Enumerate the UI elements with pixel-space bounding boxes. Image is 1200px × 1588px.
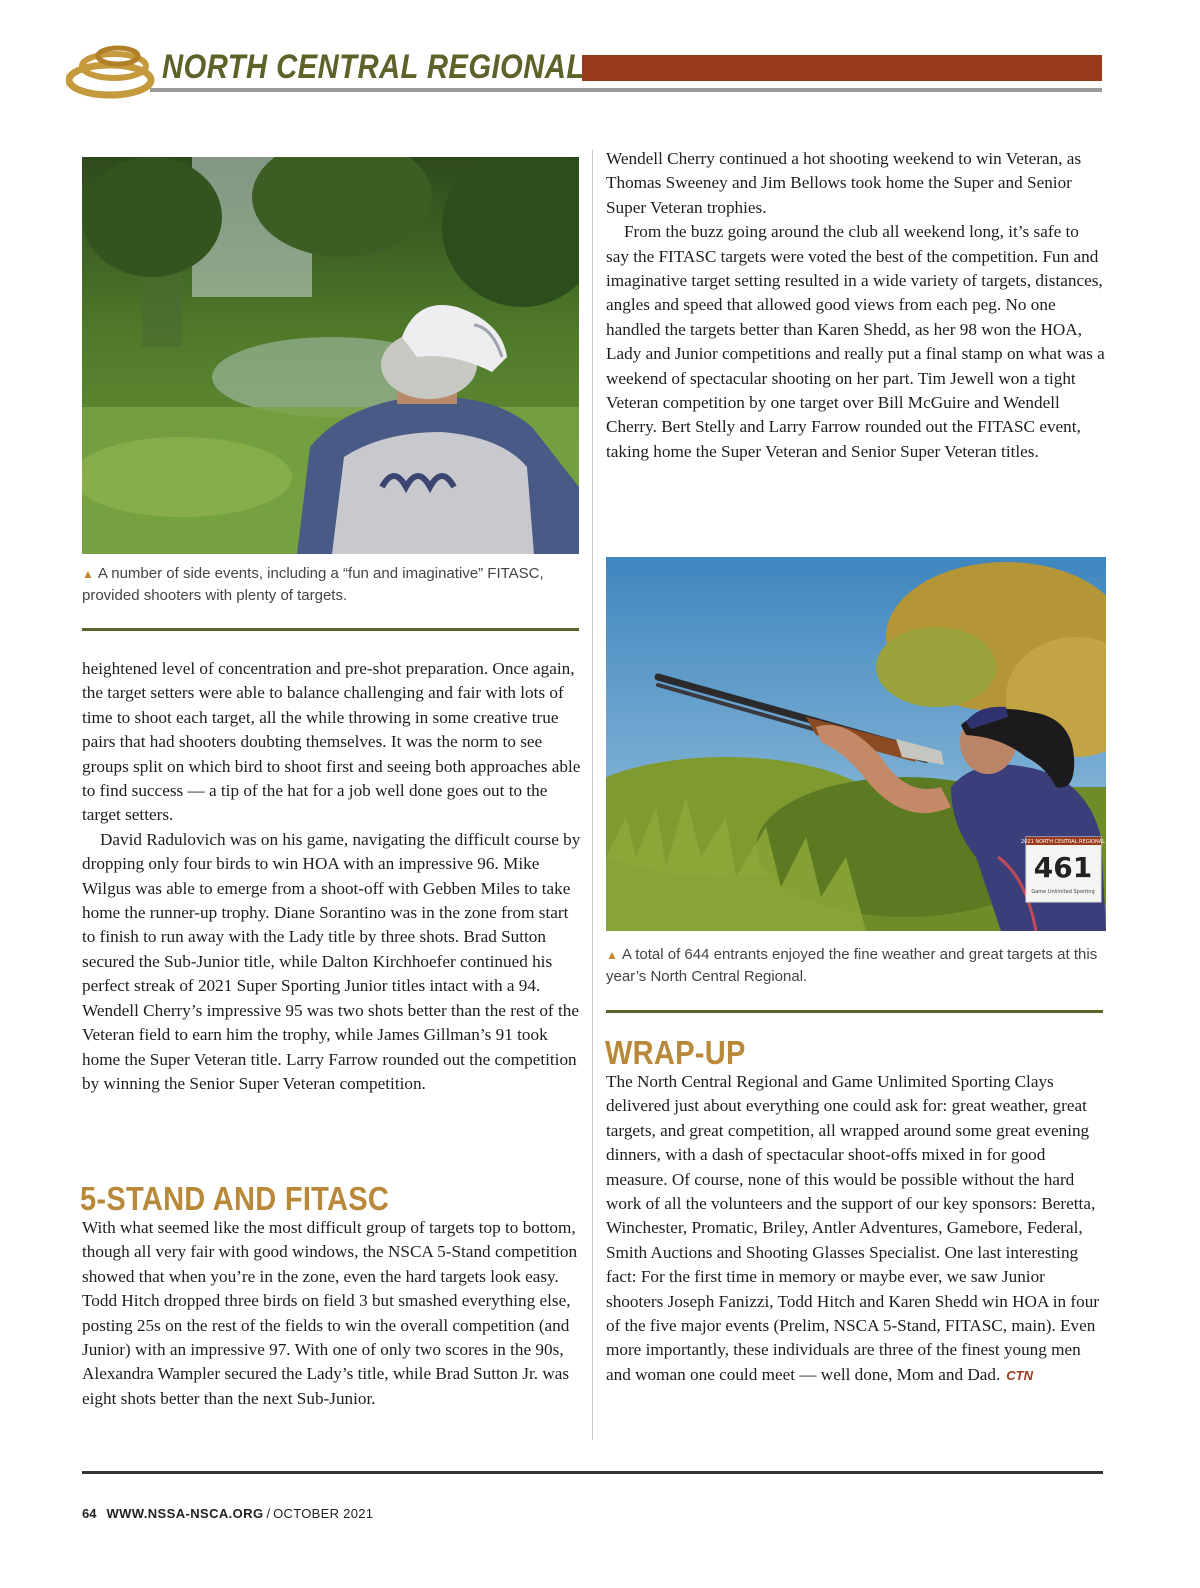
photo-shooter-back (82, 157, 579, 554)
caption-triangle-icon: ▲ (606, 948, 618, 962)
article-text-left-mid (82, 657, 582, 1096)
photo-caption-2 (606, 944, 1106, 988)
paragraph: Wendell Cherry continued a hot shooting weekend to win Veteran, as Thomas Sweeney and Jim Bellows took home the Super and Senior Super Veteran trophies. (606, 149, 1082, 217)
section-title: NORTH CENTRAL REGIONAL (162, 48, 585, 86)
website-link[interactable]: WWW.NSSA-NSCA.ORG (106, 1506, 264, 1521)
clay-target-logo-icon (66, 42, 158, 100)
article-text-right-top (606, 147, 1106, 464)
footer-rule (82, 1471, 1103, 1474)
header-rule (150, 88, 1102, 92)
page-number: 64 (82, 1506, 97, 1521)
caption-rule (82, 628, 579, 631)
page-header (66, 40, 1106, 100)
bib-footer: Game Unlimited Sporting (1031, 889, 1095, 895)
bib-number: 461 (1033, 851, 1093, 884)
page-footer (82, 1506, 373, 1521)
caption-text: A total of 644 entrants enjoyed the fine weather and great targets at this year’s North Central Regional. (606, 946, 1098, 985)
paragraph-text: The North Central Regional and Game Unlimited Sporting Clays delivered just about everything one could ask for: great weather, great targets, and great competition, all wrapped around some great evening dinners, with a dash of spectacular shoot-offs mixed in for good measure. Of course, none of this would be possible without the hard work of all the volunteers and the support of our key sponsors: Beretta, Winchester, Promatic, Briley, Antler Adventures, Gamebore, Federal, Smith Auctions and Shooting Glasses Specialist. One last interesting fact: For the first time in memory or maybe ever, we saw Junior shooters Joseph Fanizzi, Todd Hitch and Karen Shedd win HOA in four of the five major events (Prelim, NSCA 5-Stand, FITASC, main). Even more importantly, these individuals are three of the finest young men and woman one could meet — well done, Mom and Dad. (606, 1072, 1100, 1384)
paragraph: From the buzz going around the club all weekend long, it’s safe to say the FITASC targets were voted the best of the competition. Fun and imaginative target setting resulted in a wide variety of targets, distances, angles and speed that allowed good views from each peg. No one handled the targets better than Karen Shedd, as her 98 won the HOA, Lady and Junior competitions and really put a final stamp on what was a weekend of spectacular shooting on her part. Tim Jewell won a tight Veteran competition by one target over Bill McGuire and Wendell Cherry. Bert Stelly and Larry Farrow rounded out the FITASC event, taking home the Super Veteran and Senior Super Veteran titles. (606, 222, 1105, 461)
section-heading-wrapup: WRAP-UP (605, 1034, 746, 1071)
paragraph: David Radulovich was on his game, navigating the difficult course by dropping only four birds to win HOA with an impressive 96. Mike Wilgus was able to emerge from a shoot-off with Gebben Miles to take home the runner-up trophy. Diane Sorantino was in the zone from start to finish to run away with the Lady title by three shots. Brad Sutton secured the Sub-Junior title, while Dalton Kirchhoefer continued his perfect streak of 2021 Super Sporting Junior titles intact with a 94. Wendell Cherry’s impressive 95 was two shots better than the rest of the Veteran field to earn him the trophy, while James Gillman’s 91 took home the Super Veteran title. Larry Farrow rounded out the competition by winning the Senior Super Veteran competition. (82, 829, 581, 1093)
section-heading-5stand: 5-STAND AND FITASC (80, 1180, 390, 1217)
header-accent-bar (582, 55, 1102, 81)
paragraph: With what seemed like the most difficult group of targets top to bottom, though all very fair with good windows, the NSCA 5-Stand competition showed that when you’re in the zone, even the hard targets look easy. Todd Hitch dropped three birds on field 3 but smashed everything else, posting 25s on the rest of the fields to win the overall competition (and Junior) with an impressive 97. With one of only two scores in the 90s, Alexandra Wampler secured the Lady’s title, while Brad Sutton Jr. was eight shots better than the next Sub-Junior. (82, 1218, 578, 1408)
article-text-5stand (82, 1216, 582, 1411)
column-divider (592, 150, 593, 1440)
issue-date: OCTOBER 2021 (273, 1506, 374, 1521)
paragraph (606, 1070, 1106, 1388)
caption-triangle-icon: ▲ (82, 567, 94, 581)
caption-text: A number of side events, including a “fun and imaginative” FITASC, provided shooters with plenty of targets. (82, 565, 544, 604)
ctn-end-mark: CTN (1006, 1367, 1033, 1383)
article-text-wrapup (606, 1070, 1106, 1388)
footer-separator: / (266, 1506, 271, 1521)
paragraph: heightened level of concentration and pre-shot preparation. Once again, the target setters were able to balance challenging and fair with lots of time to shoot each target, all the while throwing in some creative true pairs that had shooters doubting themselves. It was the norm to see groups split on which bird to shoot first and seeing both approaches able to find success — a tip of the hat for a job well done goes out to the target setters. (82, 659, 581, 825)
caption-rule (606, 1010, 1103, 1013)
photo-caption-1 (82, 563, 579, 607)
bib-header: 2021 NORTH CENTRAL REGIONAL (1021, 839, 1105, 845)
photo-woman-shooting (606, 557, 1106, 931)
